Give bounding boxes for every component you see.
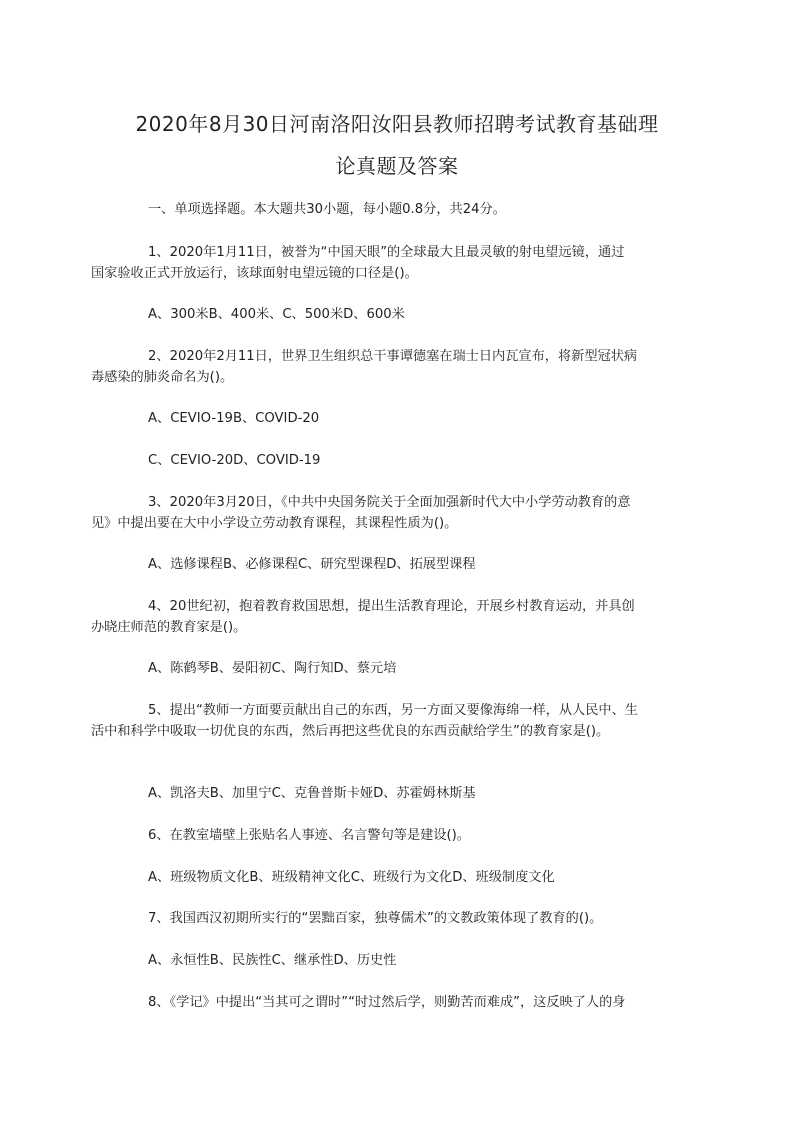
question-4-stem-continued: 办晓庄师范的教育家是()。	[91, 620, 247, 635]
question-1-stem-continued: 国家验收正式开放运行，该球面射电望远镜的口径是()。	[91, 266, 418, 281]
question-2-options-cd: C、CEVIO-20D、COVID-19	[148, 453, 321, 468]
section-heading: 一、单项选择题。本大题共30小题，每小题0.8分，共24分。	[148, 202, 506, 217]
question-6-stem: 6、在教室墙壁上张贴名人事迹、名言警句等是建设()。	[148, 828, 470, 843]
question-6-options: A、班级物质文化B、班级精神文化C、班级行为文化D、班级制度文化	[148, 870, 555, 885]
question-8-stem: 8、《学记》中提出“当其可之谓时”“时过然后学，则勤苦而难成”，这反映了人的身	[148, 995, 626, 1010]
question-1-stem: 1、2020年1月11日，被誉为“中国天眼”的全球最大且最灵敏的射电望远镜，通过	[148, 245, 625, 260]
question-7-options: A、永恒性B、民族性C、继承性D、历史性	[148, 953, 397, 968]
document-title-line-1: 2020年8月30日河南洛阳汝阳县教师招聘考试教育基础理	[135, 112, 659, 136]
question-2-options-ab: A、CEVIO-19B、COVID-20	[148, 411, 320, 426]
question-5-stem-continued: 活中和科学中吸取一切优良的东西，然后再把这些优良的东西贡献给学生”的教育家是()。	[91, 724, 610, 739]
question-3-stem-continued: 见》中提出要在大中小学设立劳动教育课程，其课程性质为()。	[91, 516, 458, 531]
question-2-stem-continued: 毒感染的肺炎命名为()。	[91, 370, 234, 385]
question-5-stem: 5、提出“教师一方面要贡献出自己的东西，另一方面又要像海绵一样，从人民中、生	[148, 703, 638, 718]
question-7-stem: 7、我国西汉初期所实行的“罢黜百家，独尊儒术”的文教政策体现了教育的()。	[148, 911, 603, 926]
question-4-options: A、陈鹤琴B、晏阳初C、陶行知D、蔡元培	[148, 661, 397, 676]
question-3-options: A、选修课程B、必修课程C、研究型课程D、拓展型课程	[148, 557, 476, 572]
question-2-stem: 2、2020年2月11日，世界卫生组织总干事谭德塞在瑞士日内瓦宣布，将新型冠状病	[148, 349, 638, 364]
document-title-line-2: 论真题及答案	[335, 154, 459, 178]
question-4-stem: 4、20世纪初，抱着教育救国思想，提出生活教育理论，开展乡村教育运动，并具创	[148, 599, 635, 614]
question-1-options: A、300米B、400米、C、500米D、600米	[148, 307, 405, 322]
question-5-options: A、凯洛夫B、加里宁C、克鲁普斯卡娅D、苏霍姆林斯基	[148, 786, 476, 801]
question-3-stem: 3、2020年3月20日，《中共中央国务院关于全面加强新时代大中小学劳动教育的意	[148, 495, 631, 510]
